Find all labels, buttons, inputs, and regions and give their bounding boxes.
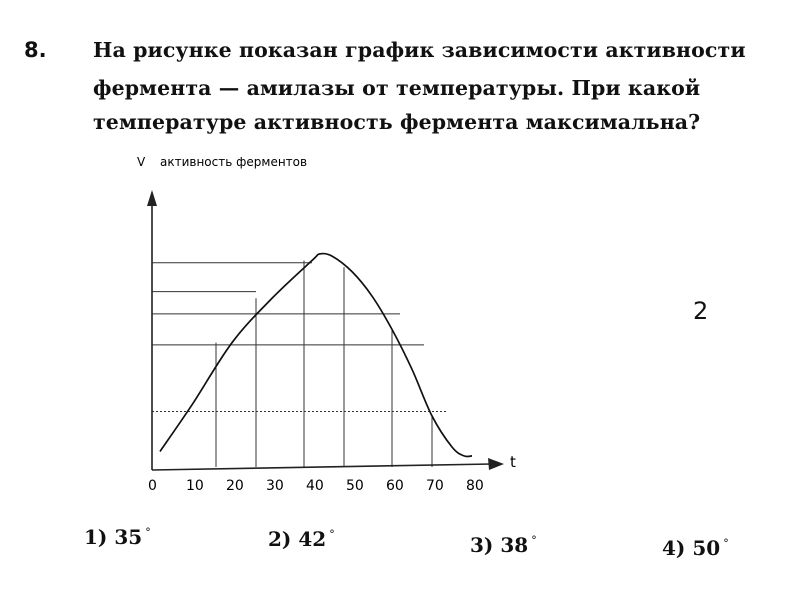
side-number: 2 — [693, 297, 709, 325]
y-axis-symbol: V — [137, 155, 146, 169]
question-number: 8. — [24, 38, 47, 62]
x-axis — [152, 464, 492, 470]
x-tick-label: 30 — [266, 478, 284, 494]
reference-lines — [152, 261, 448, 467]
x-tick-label: 80 — [466, 478, 484, 494]
question-text-line-3: температуре активность фермента максимальна? — [93, 110, 701, 134]
question-text-line-1: На рисунке показан график зависимости активности — [93, 38, 746, 62]
x-axis-label: t — [510, 453, 516, 471]
x-tick-label: 60 — [386, 478, 404, 494]
x-tick-label: 40 — [306, 478, 324, 494]
x-tick-label: 10 — [186, 478, 204, 494]
answer-option-4: 4) 50 ° — [662, 536, 729, 560]
x-tick-label: 70 — [426, 478, 444, 494]
x-tick-label: 20 — [226, 478, 244, 494]
x-tick-label: 0 — [148, 478, 157, 494]
answer-option-3: 3) 38 ° — [470, 533, 537, 557]
question-text-line-2: фермента — амилазы от температуры. При какой — [93, 76, 701, 100]
x-axis-arrow-icon — [488, 458, 504, 470]
y-axis-arrow-icon — [147, 190, 157, 206]
answer-option-1: 1) 35 ° — [84, 525, 151, 549]
y-axis-label: активность ферментов — [160, 155, 308, 169]
x-tick-label: 50 — [346, 478, 364, 494]
answer-option-2: 2) 42 ° — [268, 527, 335, 551]
activity-curve — [160, 253, 472, 456]
x-tick-labels — [148, 478, 484, 494]
